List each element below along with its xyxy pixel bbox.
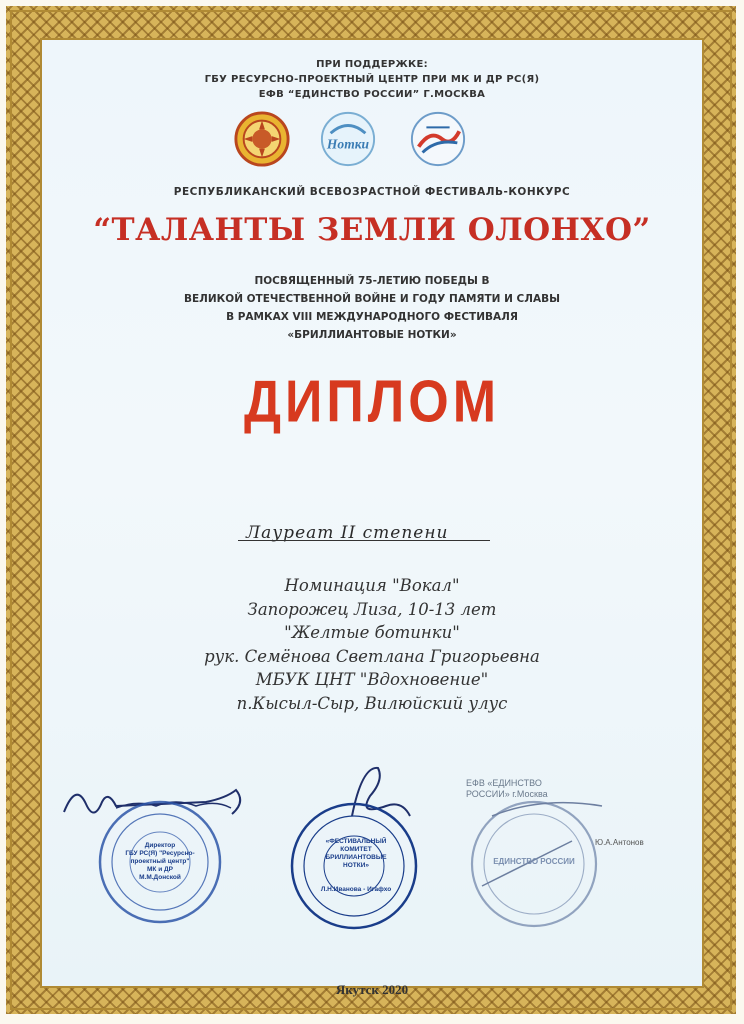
middle-name-label: Л.Н.Иванова - Игафхо [320,886,392,893]
middle-stamp-label [318,838,394,870]
right-stamp-center: ЕДИНСТВО РОССИИ [493,857,575,866]
support-line-1: ПРИ ПОДДЕРЖКЕ: [316,59,428,70]
nomination: Номинация "Вокал" [284,576,460,595]
logos-row [233,110,513,174]
dedication-line-4: «БРИЛЛИАНТОВЫЕ НОТКИ» [287,329,457,341]
brilliant-notes-logo [319,110,377,168]
right-stamp-name: Ю.А.Антонов [595,838,644,847]
left-org2: МК и ДР [147,866,173,873]
institution: МБУК ЦНТ "Вдохновение" [255,670,489,689]
song-title: "Желтые ботинки" [284,623,460,642]
efb-line-1: ЕФВ «ЕДИНСТВО [466,778,542,788]
left-director: Директор [144,842,176,849]
dedication-line-2: ВЕЛИКОЙ ОТЕЧЕСТВЕННОЙ ВОЙНЕ И ГОДУ ПАМЯТИ И СЛАВЫ [184,293,560,305]
middle-title: «ФЕСТИВАЛЬНЫЙ КОМИТЕТ БРИЛЛИАНТОВЫЕ НОТКИ» [325,838,387,869]
festival-title: “ТАЛАНТЫ ЗЕМЛИ ОЛОНХО” [93,212,651,248]
left-stamp-label [110,842,210,882]
logo-notes-text: Нотки [326,136,370,152]
laureate-handwritten [240,516,486,546]
location: п.Кысыл-Сыр, Вилюйский улус [236,693,508,713]
laureate-text: Лауреат II степени [246,523,449,543]
left-org: ГБУ РС(Я) "Ресурсно-проектный центр" [125,850,195,865]
dedication-line-1: ПОСВЯЩЕННЫЙ 75-ЛЕТИЮ ПОБЕДЫ В [254,275,490,287]
festival-brilliant-logo [409,110,467,168]
efb-line-2: РОССИИ» г.Москва [466,789,548,799]
left-name: М.М.Донской [139,874,181,881]
sakha-emblem-icon [233,110,291,168]
support-block [40,57,704,102]
diploma-heading: ДИПЛОМ [243,368,501,436]
award-info [40,574,704,715]
participant: Запорожец Лиза, 10-13 лет [247,599,497,619]
dedication-block [40,272,704,344]
dedication-line-3: В РАМКАХ VIII МЕЖДУНАРОДНОГО ФЕСТИВАЛЯ [226,311,518,323]
support-line-2: ГБУ РЕСУРСНО-ПРОЕКТНЫЙ ЦЕНТР ПРИ МК И ДР РС(Я) [204,74,540,85]
support-line-3: ЕФВ “ЕДИНСТВО РОССИИ” Г.МОСКВА [258,89,486,100]
city-year: Якутск 2020 [335,982,409,997]
festival-subheading: РЕСПУБЛИКАНСКИЙ ВСЕВОЗРАСТНОЙ ФЕСТИВАЛЬ-КОНКУРС [173,186,571,198]
laureate-underline [238,540,490,541]
leader: рук. Семёнова Светлана Григорьевна [204,646,540,666]
